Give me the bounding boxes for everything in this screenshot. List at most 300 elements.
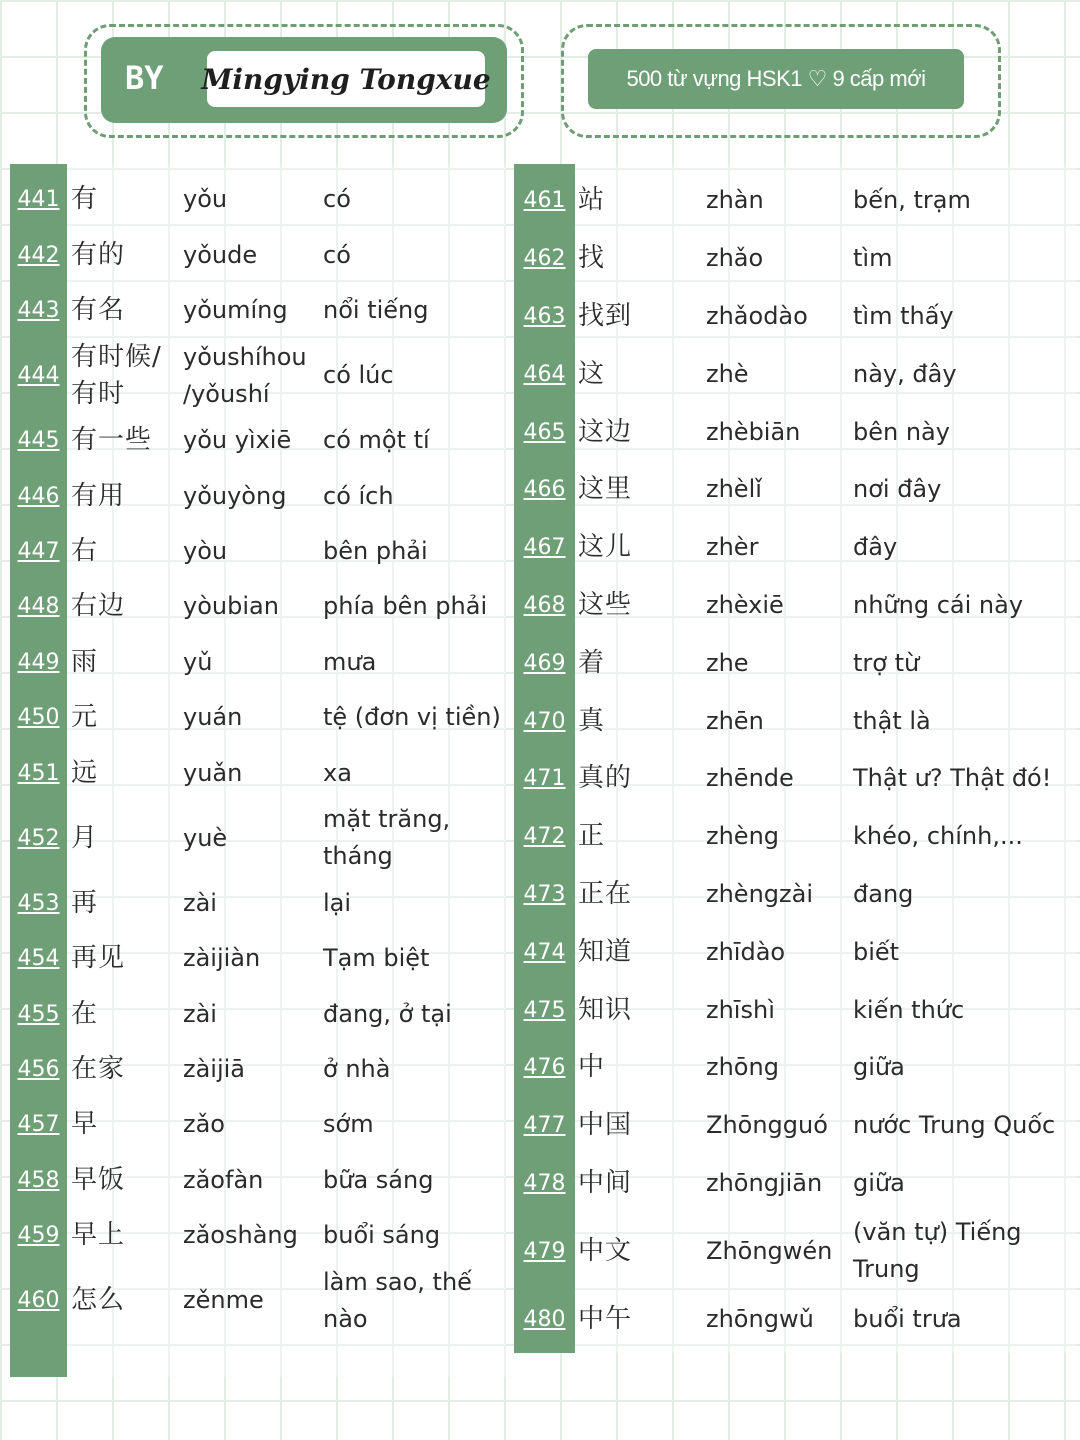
hanzi-cell-line: 右边 (71, 591, 126, 622)
vocab-row (10, 1263, 506, 1338)
meaning-cell (323, 422, 430, 459)
meaning-cell-line: tháng (323, 842, 393, 871)
meaning-cell (853, 1301, 962, 1338)
hanzi-cell (71, 755, 98, 792)
pinyin-cell (706, 992, 775, 1029)
pinyin-cell-line: yǒu (183, 185, 228, 214)
entry-number[interactable]: 448 (17, 594, 60, 620)
meaning-cell-line: tìm (853, 244, 893, 273)
meaning-cell (853, 818, 1023, 855)
hanzi-cell (578, 1049, 605, 1086)
hanzi-cell-line: 中午 (578, 1303, 633, 1334)
pinyin-cell (183, 755, 242, 792)
meaning-cell-line: những cái này (853, 590, 1024, 619)
pinyin-cell-line: yǒu yìxiē (183, 426, 292, 455)
pinyin-cell-line: yǒushíhou (183, 342, 307, 371)
hanzi-cell-line: 有一些 (71, 425, 153, 456)
entry-number[interactable]: 470 (523, 708, 566, 734)
pinyin-cell-line: zhēn (706, 706, 764, 735)
pinyin-cell (183, 885, 217, 922)
entry-number[interactable]: 471 (523, 766, 566, 792)
hanzi-cell (578, 298, 632, 335)
pinyin-cell-line: zhèbiān (706, 417, 801, 446)
hanzi-cell-line: 这儿 (578, 532, 633, 563)
hanzi-cell (578, 703, 605, 740)
pinyin-cell (183, 533, 227, 570)
meaning-cell (323, 644, 376, 681)
meaning-cell (323, 699, 501, 736)
hanzi-cell (71, 588, 125, 625)
pinyin-cell (183, 940, 260, 977)
meaning-cell (323, 357, 394, 394)
hanzi-cell-line: 这 (578, 358, 606, 389)
meaning-cell (323, 885, 351, 922)
meaning-cell-line: giữa (853, 1053, 905, 1082)
vocab-row (514, 1155, 1076, 1213)
pinyin-cell-line: zhēnde (706, 764, 794, 793)
pinyin-cell (706, 182, 764, 219)
hanzi-cell (71, 237, 125, 274)
entry-number[interactable]: 466 (523, 477, 566, 503)
vocab-row (10, 524, 506, 579)
meaning-cell (323, 237, 351, 274)
meaning-cell-line: làm sao, thế (323, 1267, 472, 1296)
hanzi-cell-line: 找 (578, 243, 606, 274)
pinyin-cell-line: zhīdào (706, 937, 786, 966)
meaning-cell-line: (văn tự) Tiếng (853, 1218, 1022, 1247)
hanzi-cell-line: 怎么 (71, 1285, 126, 1316)
pinyin-cell (183, 1162, 263, 1199)
meaning-cell (853, 356, 957, 393)
entry-number[interactable]: 441 (17, 187, 60, 213)
hanzi-cell-line: 这些 (578, 589, 633, 620)
by-label: BY (125, 59, 164, 97)
entry-number[interactable]: 443 (17, 297, 60, 323)
vocab-row (514, 750, 1076, 808)
hanzi-cell-line: 在 (71, 998, 99, 1029)
vocab-row (514, 808, 1076, 866)
vocab-row (10, 986, 506, 1041)
vocab-row (514, 288, 1076, 346)
vocab-row (514, 403, 1076, 461)
pinyin-cell (706, 818, 779, 855)
pinyin-cell (706, 240, 763, 277)
meaning-cell (853, 471, 941, 508)
page-title: 500 từ vựng HSK1 ♡ 9 cấp mới (588, 49, 964, 109)
hanzi-cell (71, 339, 162, 413)
meaning-cell-line: nơi đây (853, 475, 942, 504)
hanzi-cell-line: 再 (71, 887, 99, 918)
pinyin-cell-line: zàijiā (183, 1054, 246, 1083)
pinyin-cell-line: yòubian (183, 592, 279, 621)
title-badge-frame (561, 24, 1001, 138)
meaning-cell-line: đây (853, 533, 898, 562)
hanzi-cell-line: 真的 (578, 763, 633, 794)
meaning-cell-line: kiến thức (853, 995, 965, 1024)
meaning-cell (323, 588, 487, 625)
pinyin-cell (706, 1165, 822, 1202)
meaning-cell-line: giữa (853, 1168, 905, 1197)
vocab-row (514, 345, 1076, 403)
entry-number[interactable]: 456 (17, 1056, 60, 1082)
entry-number[interactable]: 469 (523, 650, 566, 676)
meaning-cell-line: lại (323, 888, 352, 917)
meaning-cell (853, 587, 1023, 624)
vocab-row (514, 519, 1076, 577)
pinyin-cell (183, 996, 217, 1033)
meaning-cell (323, 1264, 472, 1338)
meaning-cell-line: có (323, 185, 351, 214)
meaning-cell (853, 760, 1051, 797)
pinyin-cell (706, 1049, 779, 1086)
hanzi-cell-line: 远 (71, 757, 99, 788)
hanzi-cell-line: 再见 (71, 943, 126, 974)
pinyin-cell-line: zhè (706, 359, 749, 388)
meaning-cell (323, 181, 351, 218)
hanzi-cell (578, 182, 605, 219)
hanzi-cell (71, 1106, 98, 1143)
hanzi-cell-line: 早饭 (71, 1164, 126, 1195)
vocab-row (514, 1039, 1076, 1097)
pinyin-cell (183, 1106, 225, 1143)
entry-number[interactable]: 472 (523, 824, 566, 850)
meaning-cell-line: trợ từ (853, 648, 920, 677)
pinyin-cell (706, 529, 758, 566)
vocab-row (10, 801, 506, 876)
hanzi-cell-line: 正 (578, 821, 606, 852)
pinyin-cell-line: yǒude (183, 240, 258, 269)
meaning-cell-line: phía bên phải (323, 592, 488, 621)
pinyin-cell-line: zhàn (706, 186, 764, 215)
hanzi-cell (578, 760, 632, 797)
vocab-table-left (10, 164, 506, 1377)
entry-number[interactable]: 455 (17, 1001, 60, 1027)
pinyin-cell (706, 876, 813, 913)
pinyin-cell-line: yuán (183, 703, 243, 732)
hanzi-cell (578, 587, 632, 624)
hanzi-cell-line: 中 (578, 1052, 606, 1083)
meaning-cell-line: thật là (853, 706, 931, 735)
meaning-cell (323, 755, 352, 792)
meaning-cell (853, 414, 950, 451)
meaning-cell-line: nước Trung Quốc (853, 1111, 1056, 1140)
hanzi-cell-line: 这里 (578, 474, 633, 505)
hanzi-cell-line: 雨 (71, 646, 99, 677)
meaning-cell-line: buổi sáng (323, 1221, 441, 1250)
hanzi-cell (71, 885, 98, 922)
pinyin-cell-line: yuè (183, 823, 228, 852)
pinyin-cell-line: yǔ (183, 647, 213, 676)
vocab-row (514, 1290, 1076, 1348)
hanzi-cell-line: 知识 (578, 994, 633, 1025)
meaning-cell-line: Tạm biệt (323, 944, 430, 973)
vocab-row (514, 230, 1076, 288)
meaning-cell (853, 645, 919, 682)
entry-number[interactable]: 478 (523, 1170, 566, 1196)
pinyin-cell (183, 339, 307, 413)
pinyin-cell (183, 292, 288, 329)
meaning-cell (853, 1214, 1022, 1288)
meaning-cell-line: nào (323, 1304, 368, 1333)
hanzi-cell (71, 1217, 125, 1254)
entry-number[interactable]: 445 (17, 428, 60, 454)
pinyin-cell-line: /yǒushí (183, 379, 270, 408)
hanzi-cell-line: 月 (71, 822, 99, 853)
hanzi-cell-line: 有名 (71, 294, 126, 325)
hanzi-cell (71, 1162, 125, 1199)
hanzi-cell (71, 644, 98, 681)
meaning-cell-line: xa (323, 758, 352, 787)
vocab-row (10, 745, 506, 800)
hanzi-cell (578, 645, 605, 682)
entry-number[interactable]: 452 (17, 825, 60, 851)
hanzi-cell (71, 422, 152, 459)
entry-number[interactable]: 480 (523, 1306, 566, 1332)
entry-number[interactable]: 442 (17, 242, 60, 268)
pinyin-cell-line: zài (183, 888, 217, 917)
vocab-row (514, 981, 1076, 1039)
pinyin-cell (183, 1217, 298, 1254)
pinyin-cell-line: zhīshì (706, 995, 775, 1024)
meaning-cell (853, 992, 964, 1029)
vocab-row (514, 866, 1076, 924)
meaning-cell-line: mặt trăng, (323, 805, 451, 834)
entry-number[interactable]: 468 (523, 592, 566, 618)
hanzi-cell-line: 有 (71, 184, 99, 215)
pinyin-cell-line: zǎo (183, 1110, 225, 1139)
pinyin-cell (183, 422, 291, 459)
entry-number[interactable]: 447 (17, 538, 60, 564)
meaning-cell (323, 1051, 390, 1088)
vocab-row (10, 283, 506, 338)
meaning-cell-line: mưa (323, 647, 377, 676)
meaning-cell (853, 529, 897, 566)
hanzi-cell-line: 找到 (578, 300, 633, 331)
hanzi-cell-line: 有时候/ (71, 341, 162, 372)
hanzi-cell (578, 240, 605, 277)
author-badge (101, 37, 507, 123)
meaning-cell-line: sớm (323, 1110, 374, 1139)
hanzi-cell-line: 有用 (71, 480, 126, 511)
hanzi-cell (578, 356, 605, 393)
entry-number[interactable]: 465 (523, 419, 566, 445)
pinyin-cell (706, 471, 762, 508)
hanzi-cell (578, 1301, 632, 1338)
pinyin-cell (183, 181, 227, 218)
entry-number[interactable]: 446 (17, 483, 60, 509)
pinyin-cell (183, 699, 242, 736)
pinyin-cell-line: zhǎo (706, 244, 764, 273)
pinyin-cell-line: zhèlǐ (706, 475, 762, 504)
meaning-cell (853, 182, 971, 219)
meaning-cell-line: có lúc (323, 361, 394, 390)
meaning-cell-line: biết (853, 937, 900, 966)
entry-number[interactable]: 477 (523, 1113, 566, 1139)
entry-number[interactable]: 479 (523, 1238, 566, 1264)
meaning-cell-line: này, đây (853, 359, 957, 388)
pinyin-cell-line: zhèr (706, 533, 759, 562)
pinyin-cell-line: zhǎodào (706, 301, 808, 330)
hanzi-cell (578, 1233, 632, 1270)
vocab-row (10, 876, 506, 931)
vocab-row (514, 1097, 1076, 1155)
hanzi-cell (71, 1282, 125, 1319)
pinyin-cell-line: zǎoshàng (183, 1221, 298, 1250)
vocab-row (514, 692, 1076, 750)
entry-number[interactable]: 449 (17, 649, 60, 675)
meaning-cell-line: bên này (853, 417, 950, 446)
hanzi-cell (71, 181, 98, 218)
entry-number[interactable]: 458 (17, 1167, 60, 1193)
pinyin-cell (183, 237, 257, 274)
entry-number[interactable]: 457 (17, 1112, 60, 1138)
meaning-cell-line: Trung (853, 1255, 920, 1284)
hanzi-cell-line: 有的 (71, 239, 126, 270)
entry-number[interactable]: 451 (17, 760, 60, 786)
hanzi-cell-line: 着 (578, 647, 606, 678)
meaning-cell (323, 1217, 440, 1254)
pinyin-cell-line: Zhōngwén (706, 1236, 833, 1265)
entry-number[interactable]: 454 (17, 946, 60, 972)
entry-number[interactable]: 461 (523, 188, 566, 214)
entry-number[interactable]: 460 (17, 1288, 60, 1314)
entry-number[interactable]: 450 (17, 705, 60, 731)
vocab-row (10, 338, 506, 413)
pinyin-cell-line: zhèng (706, 822, 780, 851)
meaning-cell (323, 801, 450, 875)
vocab-row (10, 579, 506, 634)
hanzi-cell (71, 699, 98, 736)
meaning-cell (323, 1162, 433, 1199)
entry-number[interactable]: 462 (523, 246, 566, 272)
pinyin-cell (706, 298, 808, 335)
vocab-row (10, 227, 506, 282)
hanzi-cell (578, 934, 632, 971)
hanzi-cell (578, 992, 632, 1029)
hanzi-cell-line: 中间 (578, 1167, 633, 1198)
hanzi-cell (71, 533, 98, 570)
entry-number[interactable]: 467 (523, 535, 566, 561)
hanzi-cell-line: 早 (71, 1109, 99, 1140)
vocab-row (10, 1208, 506, 1263)
hanzi-cell (578, 1165, 632, 1202)
hanzi-cell-line: 中国 (578, 1110, 633, 1141)
vocab-row (10, 413, 506, 468)
meaning-cell-line: buổi trưa (853, 1304, 962, 1333)
vocab-row (514, 1212, 1076, 1290)
vocab-row (514, 461, 1076, 519)
meaning-cell-line: bên phải (323, 536, 428, 565)
pinyin-cell (706, 1107, 828, 1144)
hanzi-cell (578, 876, 632, 913)
entry-number[interactable]: 464 (523, 361, 566, 387)
pinyin-cell-line: zhe (706, 648, 749, 677)
pinyin-cell (706, 760, 794, 797)
pinyin-cell (706, 1301, 814, 1338)
pinyin-cell-line: Zhōngguó (706, 1111, 828, 1140)
hanzi-cell (578, 529, 632, 566)
pinyin-cell-line: yòu (183, 536, 228, 565)
vocab-row (10, 931, 506, 986)
meaning-cell (853, 240, 892, 277)
pinyin-cell-line: zhèngzài (706, 879, 813, 908)
meaning-cell-line: bến, trạm (853, 186, 971, 215)
entry-number[interactable]: 476 (523, 1055, 566, 1081)
pinyin-cell (183, 588, 279, 625)
author-badge-frame (84, 24, 524, 138)
pinyin-cell-line: zhōngwǔ (706, 1304, 814, 1333)
pinyin-cell (183, 1282, 264, 1319)
vocab-row (514, 577, 1076, 635)
author-name: Mingying Tongxue (207, 51, 485, 107)
hanzi-cell (71, 940, 125, 977)
hanzi-cell-line: 真 (578, 705, 606, 736)
meaning-cell (853, 703, 931, 740)
hanzi-cell-line: 知道 (578, 936, 633, 967)
meaning-cell-line: tìm thấy (853, 301, 954, 330)
meaning-cell-line: nổi tiếng (323, 295, 429, 324)
vocab-row (10, 1097, 506, 1152)
hanzi-cell-line: 元 (71, 702, 99, 733)
entry-number[interactable]: 459 (17, 1223, 60, 1249)
meaning-cell-line: khéo, chính,... (853, 822, 1023, 851)
entry-number[interactable]: 475 (523, 997, 566, 1023)
vocab-row (10, 635, 506, 690)
pinyin-cell (706, 703, 764, 740)
entry-number[interactable]: 453 (17, 890, 60, 916)
vocab-row (514, 634, 1076, 692)
pinyin-cell (183, 1051, 245, 1088)
hanzi-cell (71, 1051, 125, 1088)
meaning-cell-line: tệ (đơn vị tiền) (323, 703, 501, 732)
pinyin-cell-line: yuǎn (183, 758, 243, 787)
entry-number[interactable]: 463 (523, 303, 566, 329)
vocab-row (10, 468, 506, 523)
hanzi-cell (578, 414, 632, 451)
meaning-cell (853, 876, 913, 913)
meaning-cell-line: bữa sáng (323, 1165, 434, 1194)
entry-number[interactable]: 474 (523, 939, 566, 965)
pinyin-cell-line: zhōng (706, 1053, 779, 1082)
vocab-row (514, 172, 1076, 230)
meaning-cell (853, 934, 899, 971)
hanzi-cell-line: 有时 (71, 378, 126, 409)
vocab-row (10, 1042, 506, 1097)
meaning-cell-line: có ích (323, 481, 394, 510)
pinyin-cell-line: zài (183, 999, 217, 1028)
meaning-cell (853, 1107, 1055, 1144)
hanzi-cell (578, 818, 605, 855)
pinyin-cell (706, 934, 785, 971)
hanzi-cell-line: 这边 (578, 416, 633, 447)
hanzi-cell-line: 早上 (71, 1220, 126, 1251)
entry-number[interactable]: 444 (17, 363, 60, 389)
vocab-row (514, 923, 1076, 981)
pinyin-cell-line: zǎofàn (183, 1165, 264, 1194)
meaning-cell-line: có (323, 240, 351, 269)
pinyin-cell-line: zěnme (183, 1286, 264, 1315)
meaning-cell-line: đang (853, 879, 914, 908)
hanzi-cell (71, 292, 125, 329)
entry-number[interactable]: 473 (523, 881, 566, 907)
vocab-row (10, 172, 506, 227)
meaning-cell-line: ở nhà (323, 1054, 391, 1083)
pinyin-cell (706, 587, 784, 624)
hanzi-cell (71, 478, 125, 515)
vocab-table-right (514, 164, 1076, 1353)
hanzi-cell-line: 站 (578, 185, 606, 216)
pinyin-cell (706, 356, 749, 393)
